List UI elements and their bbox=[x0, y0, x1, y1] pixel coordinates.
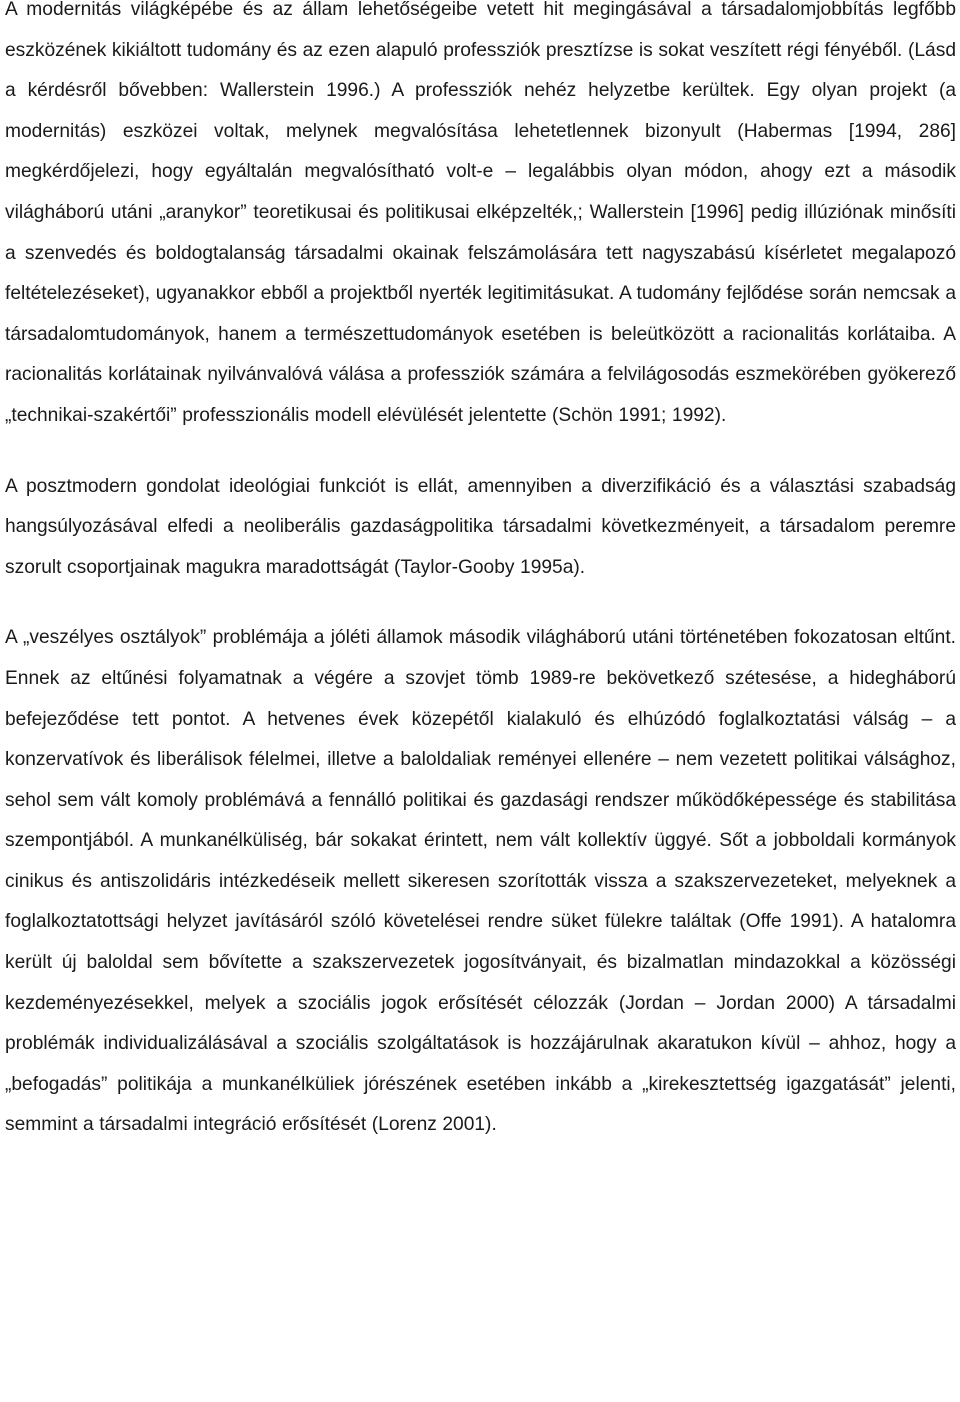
paragraph-modernity-professions: A modernitás világképébe és az állam lehetőségeibe vetett hit megingásával a társadalomjobbítás legfőbb eszközének kikiáltott tudomány és az ezen alapuló professziók presztízse is sokat veszített régi fényéből. (Lásd a kérdésről bővebben: Wallerstein 1996.) A professziók nehéz helyzetbe kerültek. Egy olyan projekt (a modernitás) eszközei voltak, melynek megvalósítása lehetetlennek bizonyult (Habermas [1994, 286] megkérdőjelezi, hogy egyáltalán megvalósítható volt-e – legalábbis olyan módon, ahogy ezt a második világháború utáni „aranykor” teoretikusai és politikusai elképzelték,; Wallerstein [1996] pedig illúziónak minősíti a szenvedés és boldogtalanság társadalmi okainak felszámolására tett nagyszabású kísérletet megalapozó feltételezéseket), ugyanakkor ebből a projektből nyerték legitimitásukat. A tudomány fejlődése során nemcsak a társadalomtudományok, hanem a természettudományok esetében is beleütközött a racionalitás korlátaiba. A racionalitás korlátainak nyilvánvalóvá válása a professziók számára a felvilágosodás eszmekörében gyökerező „technikai-szakértői” professzionális modell elévülését jelentette (Schön 1991; 1992). bbox=[5, 0, 956, 426]
paragraph-postmodern-ideology: A posztmodern gondolat ideológiai funkciót is ellát, amennyiben a diverzifikáció és a választási szabadság hangsúlyozásával elfedi a neoliberális gazdaságpolitika társadalmi következményeit, a társadalom peremre szorult csoportjainak magukra maradottságát (Taylor-Gooby 1995a). bbox=[5, 475, 956, 578]
paragraph-dangerous-classes: A „veszélyes osztályok” problémája a jóléti államok második világháború utáni történetében fokozatosan eltűnt. Ennek az eltűnési folyamatnak a végére a szovjet tömb 1989-re bekövetkező szétesése, a hidegháború befejeződése tett pontot. A hetvenes évek közepétől kialakuló és elhúzódó foglalkoztatási válság – a konzervatívok és liberálisok félelmei, illetve a baloldaliak reményei ellenére – nem vezetett politikai válsághoz, sehol sem vált komoly problémává a fennálló politikai és gazdasági rendszer működőképessége és stabilitása szempontjából. A munkanélküliség, bár sokakat érintett, nem vált kollektív üggyé. Sőt a jobboldali kormányok cinikus és antiszolidáris intézkedéseik mellett sikeresen szorították vissza a szakszervezeteket, melyeknek a foglalkoztatottsági helyzet javításáról szóló követelései rendre süket fülekre találtak (Offe 1991). A hatalomra került új baloldal sem bővítette a szakszervezetek jogosítványait, és bizalmatlan mindazokkal a közösségi kezdeményezésekkel, melyek a szociális jogok erősítését célozzák (Jordan – Jordan 2000) A társadalmi problémák individualizálásával a szociális szolgáltatások is hozzájárulnak akaratukon kívül – ahhoz, hogy a „befogadás” politikája a munkanélküliek jórészének esetében inkább a „kirekesztettség igazgatását” jelenti, semmint a társadalmi integráció erősítését (Lorenz 2001). bbox=[5, 627, 956, 1136]
